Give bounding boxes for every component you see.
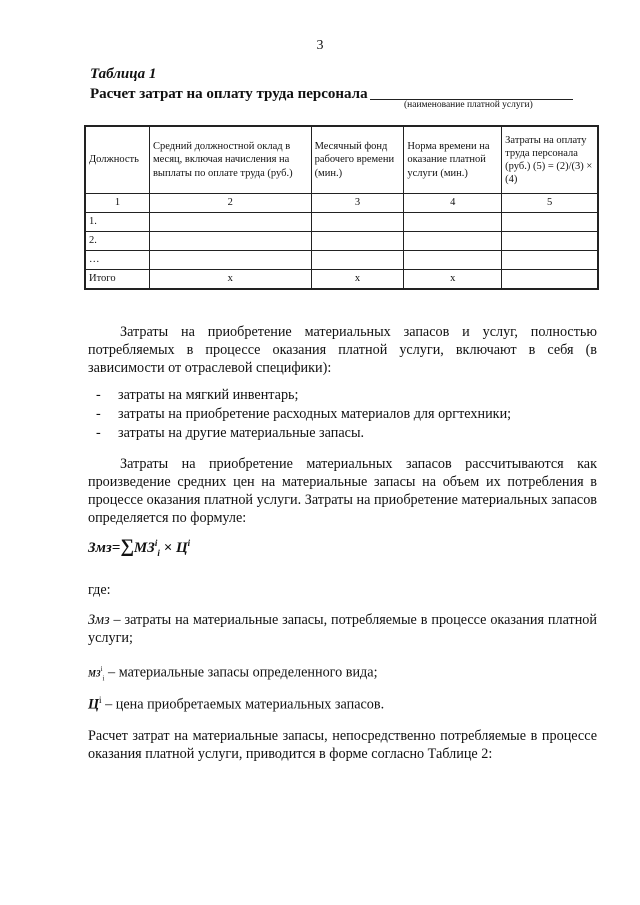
table-cell: x [149, 270, 311, 289]
staff-cost-table [85, 126, 598, 289]
table-cell [149, 232, 311, 251]
table-row [86, 232, 598, 251]
formula-times: × [163, 540, 173, 556]
formula-mz: МЗ [133, 540, 155, 556]
column-number: 3 [311, 194, 404, 213]
where-label: где: [88, 582, 111, 598]
definition-symbol: МЗ [88, 668, 101, 679]
bullet-dash: - [96, 425, 101, 441]
definition-text: – цена приобретаемых материальных запасов. [101, 696, 385, 713]
formula-lhs: Змз [88, 540, 112, 556]
table-cell [311, 251, 404, 270]
header-position: Должность [86, 127, 150, 194]
list-item [96, 424, 598, 442]
formula-mz-sub: i [157, 548, 160, 558]
table-cell [311, 232, 404, 251]
header-time-norm: Норма времени на оказание платной услуги (мин.) [404, 127, 502, 194]
table-row [86, 251, 598, 270]
definition-materials [88, 660, 597, 688]
column-number: 2 [149, 194, 311, 213]
sum-symbol: ∑ [120, 536, 134, 557]
table-cell [404, 213, 502, 232]
header-work-time: Месячный фонд рабочего времени (мин.) [311, 127, 404, 194]
table-cell: Итого [86, 270, 150, 289]
column-number: 4 [404, 194, 502, 213]
column-number: 5 [502, 194, 598, 213]
list-item [96, 386, 598, 404]
service-name-caption: (наименование платной услуги) [404, 100, 533, 110]
page-number: 3 [316, 38, 324, 53]
table-label: Таблица 1 [90, 66, 157, 82]
table-cell [502, 270, 598, 289]
table-cell: 2. [86, 232, 150, 251]
table-cell: x [311, 270, 404, 289]
definition-symbol-sub: i [102, 674, 105, 683]
bullet-dash: - [96, 406, 101, 422]
table-cell [149, 251, 311, 270]
definition-symbol: Ц [88, 696, 100, 713]
table-cell [404, 251, 502, 270]
list-item-text: затраты на мягкий инвентарь; [118, 387, 299, 403]
formula-equals: = [111, 540, 121, 556]
formula-price: Ц [175, 540, 188, 556]
table-title: Расчет затрат на оплату труда персонала [90, 86, 368, 102]
table-cell [502, 251, 598, 270]
paragraph-material-costs: Затраты на приобретение материальных запасов и услуг, полностью потребляемых в процессе оказания платной услуги, включают в себя (в зависимости от отраслевой специфики): [88, 324, 597, 376]
definition-text: – затраты на материальные запасы, потребляемые в процессе оказания платной услуги; [88, 612, 597, 646]
table-row [86, 213, 598, 232]
table-cell [149, 213, 311, 232]
list-item-text: затраты на другие материальные запасы. [118, 425, 365, 441]
bullet-dash: - [96, 387, 101, 403]
list-item-text: затраты на приобретение расходных материалов для оргтехники; [118, 406, 512, 422]
table-cell [502, 232, 598, 251]
formula-price-sup: i [187, 538, 191, 548]
paragraph-calculation: Затраты на приобретение материальных запасов рассчитываются как произведение средних цен на материальные запасы на объем их потребления в процессе оказания платной услуги. Затраты на приобретение материальных запасов определяется по формуле: [88, 456, 597, 526]
header-staff-cost: Затраты на оплату труда персонала (руб.) (5) = (2)/(3) × (4) [502, 127, 598, 194]
table-cell [404, 232, 502, 251]
table-cell: x [404, 270, 502, 289]
definition-symbol-sup: i [100, 665, 103, 673]
definition-total-cost [88, 611, 597, 647]
list-item [96, 405, 598, 423]
table-cell: … [86, 251, 150, 270]
table-column-numbers [86, 194, 598, 213]
definition-symbol: Змз [88, 612, 110, 628]
header-salary: Средний должностной оклад в месяц, включая начисления на выплаты по оплате труда (руб.) [149, 127, 311, 194]
table-cell: 1. [86, 213, 150, 232]
table-cell [502, 213, 598, 232]
formula [88, 536, 190, 558]
definition-symbol-sup: i [99, 695, 102, 705]
paragraph-table2-reference: Расчет затрат на материальные запасы, непосредственно потребляемые в процессе оказания платной услуги, приводится в форме согласно Таблице 2: [88, 728, 597, 762]
definition-price [88, 691, 597, 714]
table-cell [311, 213, 404, 232]
definition-text: – материальные запасы определенного вида; [104, 664, 378, 681]
formula-mz-sup: i [154, 538, 158, 548]
column-number: 1 [86, 194, 150, 213]
table-total-row [86, 270, 598, 289]
table-header-row [86, 127, 598, 194]
